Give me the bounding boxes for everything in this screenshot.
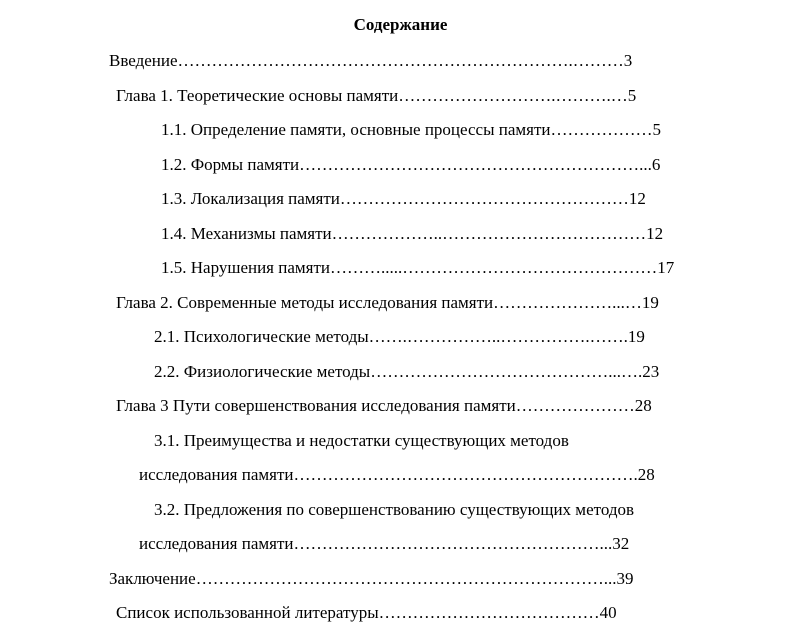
toc-line-1-4: 1.4. Механизмы памяти………………..………………………………12 bbox=[161, 224, 664, 243]
toc-line-references: Список использованной литературы…………………………………40 bbox=[116, 603, 617, 622]
toc-line-2-2: 2.2. Физиологические методы……………………………………...….23 bbox=[154, 362, 660, 381]
toc-line-1-1: 1.1. Определение памяти, основные процессы памяти………………5 bbox=[161, 120, 661, 139]
toc-line-1-5: 1.5. Нарушения памяти……….....………………………………………17 bbox=[161, 258, 675, 277]
toc-line-conclusion: Заключение………………………………………………………………...39 bbox=[109, 569, 634, 588]
toc-line-3-2-a: 3.2. Предложения по совершенствованию существующих методов bbox=[154, 500, 635, 519]
toc-line-1-3: 1.3. Локализация памяти……………………………………………12 bbox=[161, 189, 646, 208]
toc-line-2-1: 2.1. Психологические методы…….……………..…………….…….19 bbox=[154, 327, 645, 346]
toc-line-chapter-3: Глава 3 Пути совершенствования исследования памяти…………………28 bbox=[116, 396, 652, 415]
toc-line-3-2-b: исследования памяти………………………………………………...32 bbox=[139, 534, 630, 553]
toc-line-intro: Введение…………………………………………………………….………3 bbox=[109, 51, 633, 70]
toc-line-3-1-b: исследования памяти…………………………………………………….28 bbox=[139, 465, 655, 484]
toc-title: Содержание bbox=[353, 15, 448, 34]
toc-line-3-1-a: 3.1. Преимущества и недостатки существующих методов bbox=[154, 431, 569, 450]
toc-line-1-2: 1.2. Формы памяти……………………………………………………...6 bbox=[161, 155, 661, 174]
toc-line-chapter-1: Глава 1. Теоретические основы памяти……………………….……….…5 bbox=[116, 86, 637, 105]
toc-line-chapter-2: Глава 2. Современные методы исследования памяти…………………...…19 bbox=[116, 293, 659, 312]
